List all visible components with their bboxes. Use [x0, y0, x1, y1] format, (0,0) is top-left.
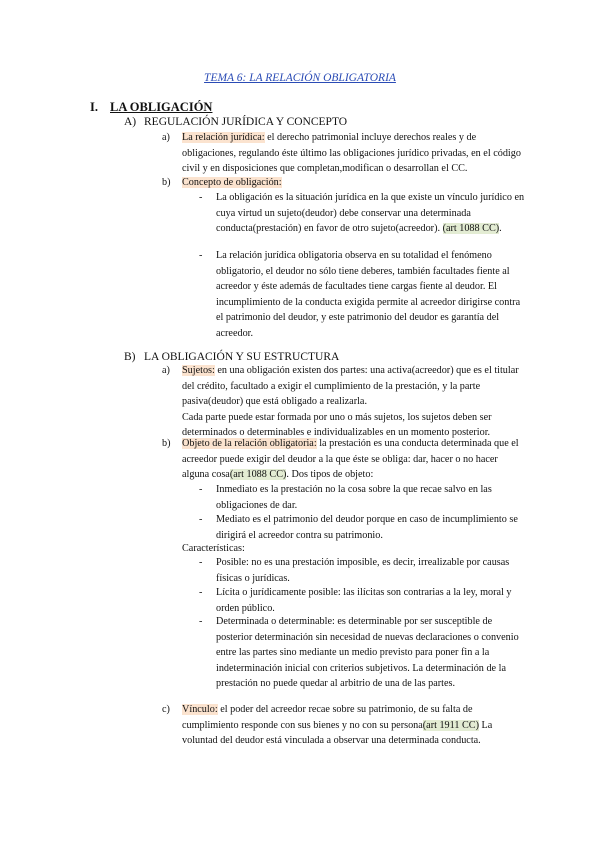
article-reference: (art 1088 CC)	[229, 469, 287, 481]
dash-marker: -	[199, 514, 203, 525]
highlighted-term: Sujetos:	[182, 365, 215, 376]
dash-item	[199, 555, 521, 586]
subsection-number: B)	[124, 351, 136, 363]
section-number: I.	[90, 100, 98, 114]
item-label: c)	[162, 704, 170, 715]
item-text: Lícita o jurídicamente posible: las ilícitas son contrarias a la ley, moral y orden público.	[216, 587, 512, 614]
dash-marker: -	[199, 616, 203, 627]
subsection-number: A)	[124, 116, 137, 128]
item-text: Determinada o determinable: es determinable por ser susceptible de posterior determinación sin necesidad de nuevas declaraciones o convenio entre las partes sino mediante un medio previsto para poner fin a la indeterminación inicial con criterios subjetivos. La determinación de la prestación no puede quedar al arbitrio de una de las partes.	[216, 616, 519, 690]
dash-marker: -	[199, 557, 203, 568]
item-label: a)	[162, 365, 170, 376]
subsection-title: LA OBLIGACIÓN Y SU ESTRUCTURA	[144, 351, 340, 363]
list-item-relacion-juridica	[162, 130, 527, 177]
section-title: LA OBLIGACIÓN	[110, 100, 213, 114]
dash-item	[199, 190, 528, 237]
item-text: . Dos tipos de objeto:	[286, 469, 374, 481]
item-label: b)	[162, 177, 171, 188]
item-text: en una obligación existen dos partes: una activa(acreedor) que es el titular del crédito, facultado a exigir el cumplimiento de la prestación, y la parte pasiva(deudor) que está obligado a realizarla.	[182, 365, 519, 408]
dash-item	[199, 248, 528, 342]
item-text: la prestación es una conducta determinada que el acreedor puede exigir del deudor a la que éste se obliga: dar, hacer o no hacer alguna cosa	[182, 438, 519, 481]
item-label: a)	[162, 132, 170, 143]
item-label: b)	[162, 438, 171, 449]
list-item-objeto	[162, 436, 522, 483]
subsection-heading-b	[124, 351, 339, 363]
item-text: Mediato es el patrimonio del deudor porque en caso de incumplimiento se dirigirá el acreedor contra su patrimonio.	[216, 514, 518, 541]
section-heading	[90, 100, 212, 115]
highlighted-term: Concepto de obligación:	[182, 177, 282, 188]
dash-marker: -	[199, 587, 203, 598]
article-reference: (art 1911 CC)	[422, 719, 479, 731]
subsection-title: REGULACIÓN JURÍDICA Y CONCEPTO	[144, 116, 348, 128]
highlighted-term: Vínculo:	[182, 704, 218, 715]
item-text: Posible: no es una prestación imposible, es decir, irrealizable por causas físicas o jurídicas.	[216, 557, 510, 584]
item-text: La obligación es la situación jurídica en la que existe un vínculo jurídico en cuya virtud un sujeto(deudor) debe conservar una determinada conducta(prestación) en favor de otro sujeto(acreedor).	[216, 192, 525, 235]
list-item-concepto	[162, 175, 527, 191]
item-text: el derecho patrimonial incluye derechos reales y de obligaciones, regulando éste último las obligaciones jurídico privadas, en el código civil y en disposiciones que completan,modifican o desarrollan el CC.	[182, 132, 521, 175]
dash-item	[199, 512, 521, 543]
highlighted-term: La relación jurídica:	[182, 132, 265, 143]
highlighted-term: Objeto de la relación obligatoria:	[182, 438, 317, 449]
list-item-vinculo	[162, 702, 522, 749]
item-text: .	[499, 223, 502, 235]
item-text: Cada parte puede estar formada por uno o más sujetos, los sujetos deben ser determinados o determinables e individualizables en un momento posterior.	[182, 411, 492, 439]
dash-marker: -	[199, 192, 203, 203]
item-text: el poder del acreedor recae sobre su patrimonio, de su falta de cumplimiento responde con sus bienes y no con su persona	[182, 704, 473, 731]
dash-marker: -	[199, 250, 203, 261]
article-reference: (art 1088 CC)	[442, 223, 500, 235]
document-title: TEMA 6: LA RELACIÓN OBLIGATORIA	[204, 72, 396, 84]
dash-marker: -	[199, 484, 203, 495]
item-text: La voluntad del deudor está vinculada a observar una determinada conducta.	[182, 719, 493, 747]
dash-item	[199, 482, 521, 513]
subsection-heading-a	[124, 116, 347, 128]
caracteristicas-label: Características:	[182, 543, 245, 554]
dash-item	[199, 614, 521, 692]
list-item-sujetos	[162, 363, 522, 441]
item-text: La relación jurídica obligatoria observa en su totalidad el fenómeno obligatorio, el deudor no sólo tiene deberes, también facultades fiente al acreedor y éste además de facultades tiene cargas fiente al deudor. El incumplimiento de la conducta exigida permite al acreedor dirigirse contra el patrimonio del deudor, y este patrimonio del deudor es garantía del acreedor.	[216, 250, 521, 339]
item-text: Inmediato es la prestación no la cosa sobre la que recae salvo en las obligaciones de dar.	[216, 484, 492, 511]
dash-item	[199, 585, 521, 616]
